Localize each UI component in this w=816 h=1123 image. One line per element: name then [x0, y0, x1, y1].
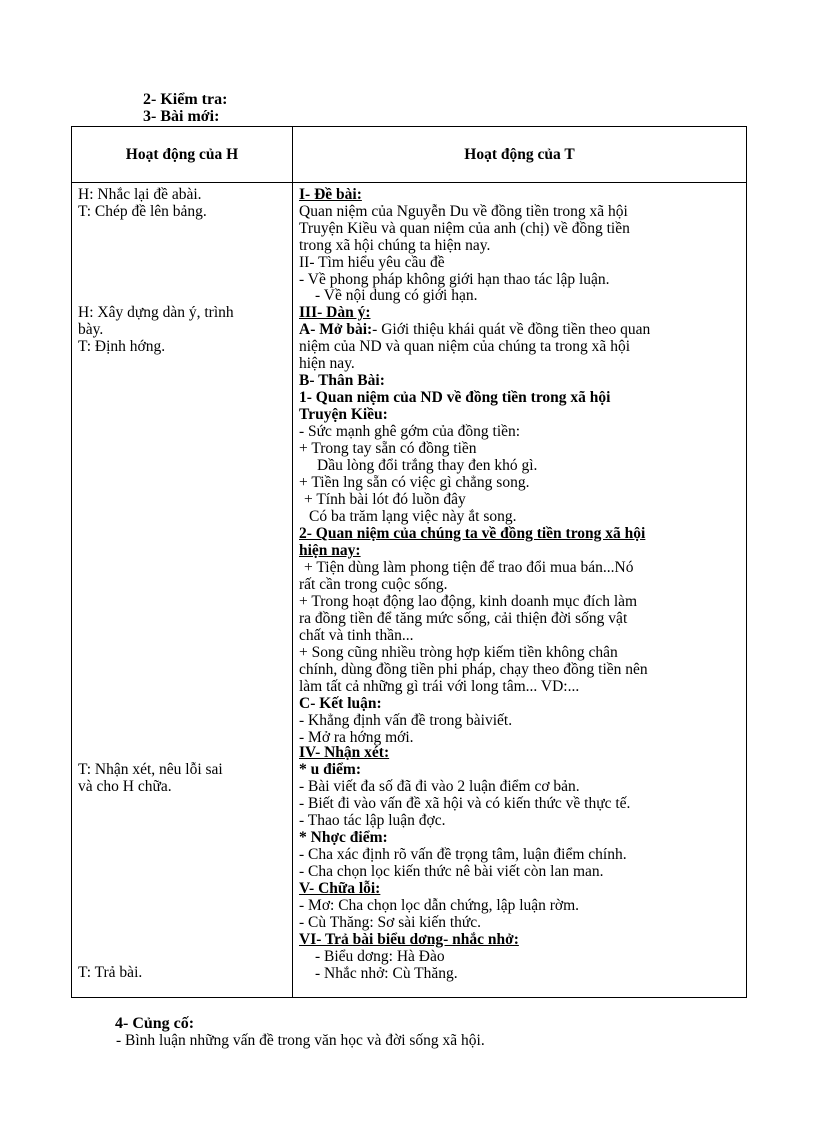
- right-line: III- Dàn ý:: [299, 304, 371, 321]
- left-line: H: Xây dựng dàn ý, trình: [78, 304, 234, 321]
- right-line: Có ba trăm lạng việc này ắt song.: [309, 508, 517, 525]
- right-line: Truyện Kiều và quan niệm của anh (chị) về đồng tiền: [299, 220, 630, 237]
- right-line: + Tính bài lót đó luồn đây: [304, 491, 466, 508]
- right-line: 1- Quan niệm của ND về đồng tiền trong xã hội: [299, 389, 611, 406]
- intro-text: - Giới thiệu khái quát về đồng tiền theo quan: [372, 321, 651, 338]
- right-line: [299, 321, 650, 338]
- right-line: - Khẳng định vấn đề trong bàiviết.: [299, 712, 513, 729]
- consolidation-text: - Bình luận những vấn đề trong văn học và đời sống xã hội.: [116, 1032, 485, 1049]
- right-line: trong xã hội chúng ta hiện nay.: [299, 237, 491, 254]
- right-line: + Song cũng nhiều tròng hợp kiếm tiền không chân: [299, 644, 618, 661]
- right-line: - Biết đi vào vấn đề xã hội và có kiến thức về thực tế.: [299, 795, 631, 812]
- right-line: Quan niệm của Nguyễn Du về đồng tiền trong xã hội: [299, 203, 628, 220]
- right-line: C- Kết luận:: [299, 695, 382, 712]
- right-line: - Bài viết đa số đã đi vào 2 luận điểm cơ bản.: [299, 778, 580, 795]
- right-line: + Trong tay sẵn có đồng tiền: [299, 440, 477, 457]
- right-line: rất cần trong cuộc sống.: [299, 576, 448, 593]
- right-line: - Nhắc nhở: Cù Thăng.: [315, 965, 458, 982]
- left-line: H: Nhắc lại đề abài.: [78, 186, 202, 203]
- right-line: IV- Nhận xét:: [299, 744, 390, 761]
- left-line: T: Chép đề lên bảng.: [78, 203, 207, 220]
- right-line: - Thao tác lập luận đợc.: [299, 812, 446, 829]
- right-line: * u điểm:: [299, 761, 361, 778]
- student-activity-cell: [72, 183, 293, 998]
- header-student-activity: Hoạt động của H: [72, 127, 293, 183]
- table-body-row: [72, 183, 747, 998]
- right-line: làm tất cả những gì trái với long tâm... VD:...: [299, 678, 580, 695]
- right-line: - Cha xác định rõ vấn đề trọng tâm, luận điểm chính.: [299, 846, 627, 863]
- right-line: II- Tìm hiểu yêu cầu đề: [299, 254, 445, 271]
- right-line: - Mơ: Cha chọn lọc dẫn chứng, lập luận rờm.: [299, 897, 580, 914]
- right-line: - Cha chọn lọc kiến thức nê bài viết còn lan man.: [299, 863, 604, 880]
- right-line: - Biểu dơng: Hà Đào: [315, 948, 445, 965]
- right-line: * Nhợc điểm:: [299, 829, 388, 846]
- right-line: + Tiện dùng làm phong tiện để trao đổi mua bán...Nó: [304, 559, 634, 576]
- right-line: 2- Quan niệm của chúng ta về đồng tiền trong xã hội: [299, 525, 646, 542]
- right-line: + Tiền lng sẵn có việc gì chẳng song.: [299, 474, 530, 491]
- right-line: hiện nay.: [299, 355, 355, 372]
- right-line: VI- Trả bài biểu dơng- nhắc nhở:: [299, 931, 519, 948]
- left-line: bày.: [78, 321, 104, 338]
- right-line: hiện nay:: [299, 542, 361, 559]
- right-line: - Về nội dung có giới hạn.: [315, 287, 478, 304]
- right-line: chính, dùng đồng tiền phi pháp, chạy theo đồng tiền nên: [299, 661, 648, 678]
- right-line: niệm của ND và quan niệm của chúng ta trong xã hội: [299, 338, 630, 355]
- left-line: T: Trả bài.: [78, 964, 143, 981]
- right-line: - Cù Thăng: Sơ sài kiến thức.: [299, 914, 482, 931]
- right-line: V- Chữa lỗi:: [299, 880, 381, 897]
- right-line: + Trong hoạt động lao động, kinh doanh mục đích làm: [299, 593, 638, 610]
- header-teacher-activity: Hoạt động của T: [293, 127, 747, 183]
- teacher-activity-cell: [293, 183, 747, 998]
- table-header-row: [72, 127, 747, 183]
- activity-table: [71, 126, 747, 998]
- intro-label: A- Mở bài:: [299, 321, 373, 338]
- right-line: - Sức mạnh ghê gớm của đồng tiền:: [299, 423, 521, 440]
- right-line: Truyện Kiều:: [299, 406, 388, 423]
- right-line: I- Đề bài:: [299, 186, 362, 203]
- consolidation-heading: 4- Củng cố:: [115, 1015, 195, 1032]
- right-line: - Mở ra hớng mới.: [299, 729, 414, 746]
- right-line: ra đồng tiền để tăng mức sống, cải thiện đời sống vật: [299, 610, 628, 627]
- right-line: - Về phong pháp không giới hạn thao tác lập luận.: [299, 271, 610, 288]
- left-line: T: Nhận xét, nêu lỗi sai: [78, 761, 223, 778]
- new-lesson-heading: 3- Bài mới:: [143, 108, 220, 125]
- right-line: Dầu lòng đổi trắng thay đen khó gì.: [317, 457, 538, 474]
- right-line: chất và tinh thần...: [299, 627, 414, 644]
- left-line: và cho H chữa.: [78, 778, 172, 795]
- section-heading: [143, 91, 227, 125]
- left-line: T: Định hớng.: [78, 338, 166, 355]
- check-heading: 2- Kiểm tra:: [143, 91, 228, 108]
- right-line: B- Thân Bài:: [299, 372, 385, 389]
